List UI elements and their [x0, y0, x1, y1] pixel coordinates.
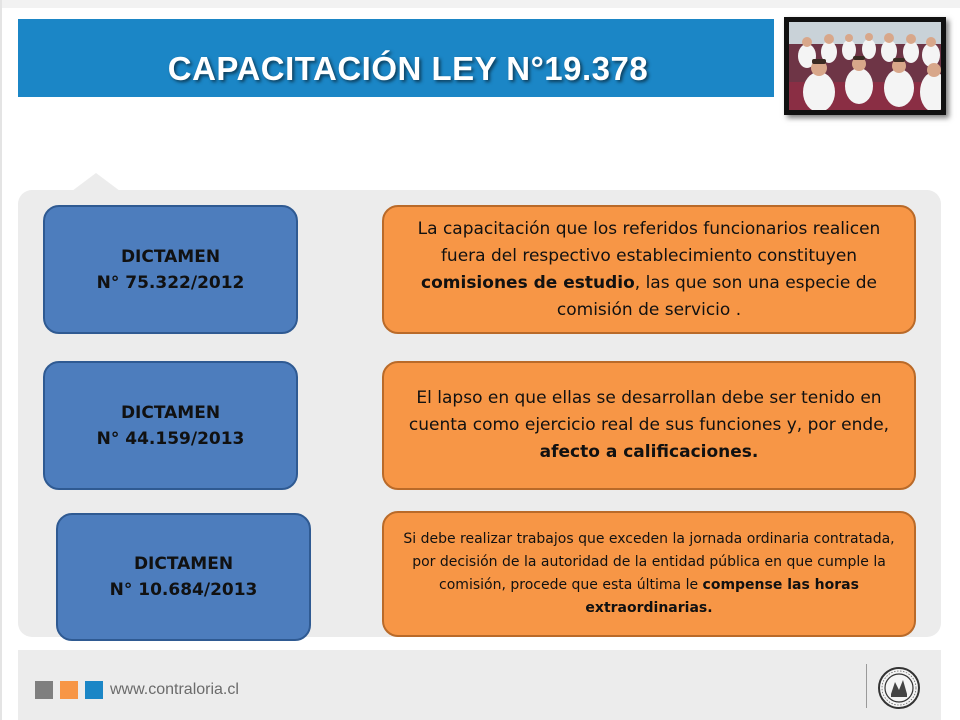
footer-square-blue: [85, 681, 103, 699]
slide-title-container: [0, 0, 796, 100]
classroom-photo-image: [789, 22, 941, 110]
content-text: El lapso en que ellas se desarrollan debe ser tenido en cuenta como ejercicio real de sus funciones y, por ende,: [408, 388, 890, 435]
content-emphasis: comisiones de estudio: [421, 272, 635, 293]
dictamen-text-2: [97, 400, 245, 452]
footer-separator: [866, 664, 867, 708]
footer-square-gray: [35, 681, 53, 699]
content-text-2: [398, 385, 900, 466]
content-text: La capacitación que los referidos funcionarios realicen fuera del respectivo establecimiento constituyen: [417, 218, 881, 266]
content-text: Si debe realizar trabajos que exceden la jornada ordinaria contratada, por decisión de la autoridad de la entidad pública en que cumple la comisión, procede que esta última le: [403, 531, 895, 593]
dictamen-number: N° 44.159/2013: [96, 428, 245, 449]
content-text: , las que son una especie de comisión de servicio .: [556, 272, 877, 320]
dictamen-box-2: [43, 361, 298, 490]
panel-notch: [72, 173, 120, 191]
classroom-photo: [784, 17, 946, 115]
content-emphasis: afecto a calificaciones.: [539, 442, 759, 462]
footer-website-link[interactable]: www.contraloria.cl: [110, 681, 239, 698]
content-box-2: [382, 361, 916, 490]
content-text-1: [398, 216, 900, 324]
left-rule: [0, 0, 2, 720]
dictamen-label: DICTAMEN: [120, 246, 221, 267]
footer-square-orange: [60, 681, 78, 699]
content-text-3: [398, 528, 900, 620]
dictamen-text-1: [97, 244, 245, 296]
dictamen-text-3: [110, 551, 258, 603]
contraloria-seal-icon: [877, 666, 921, 710]
dictamen-box-1: [43, 205, 298, 334]
content-box-3: [382, 511, 916, 637]
dictamen-number: N° 75.322/2012: [96, 272, 245, 293]
classroom-illustration: [789, 22, 941, 110]
dictamen-box-3: [56, 513, 311, 641]
dictamen-label: DICTAMEN: [120, 402, 221, 423]
dictamen-number: N° 10.684/2013: [109, 580, 258, 600]
slide-title: CAPACITACIÓN LEY N°19.378: [167, 50, 649, 87]
content-emphasis: compense las horas extraordinarias.: [585, 577, 859, 616]
content-box-1: [382, 205, 916, 334]
dictamen-label: DICTAMEN: [133, 554, 234, 574]
